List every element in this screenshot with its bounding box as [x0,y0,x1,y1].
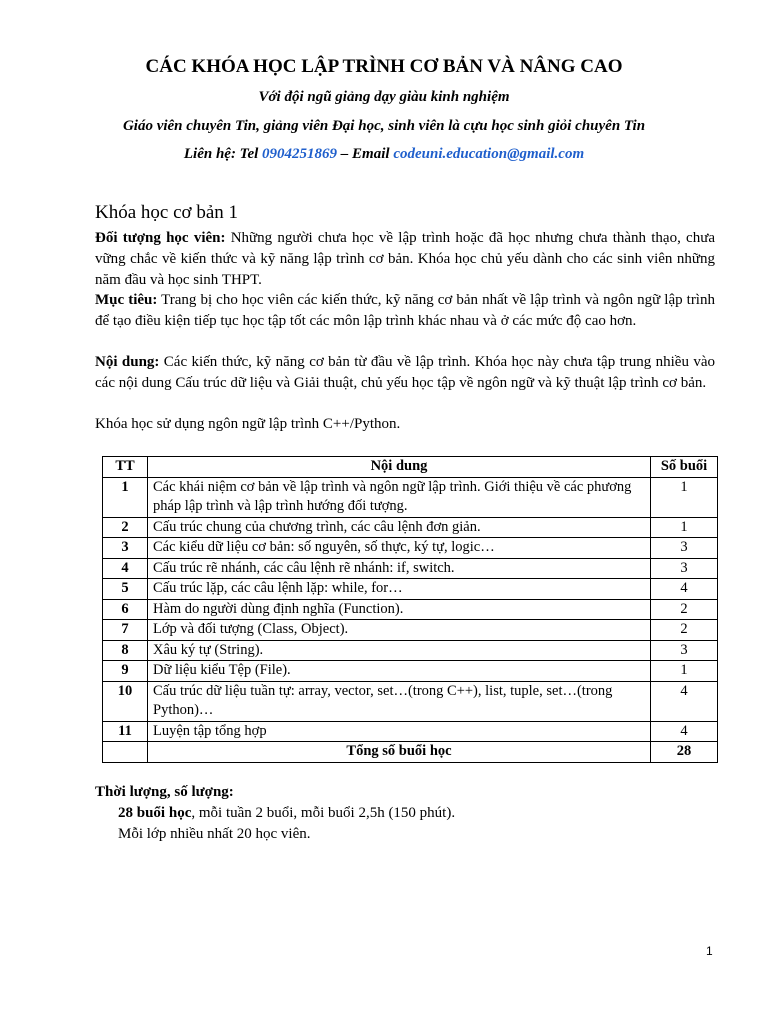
email-link[interactable]: codeuni.education@gmail.com [393,146,585,162]
table-row [103,599,718,620]
header-content: Nội dung [148,457,651,478]
row-sessions: 3 [651,538,718,559]
row-sessions: 2 [651,599,718,620]
table-row [103,538,718,559]
row-content: Cấu trúc dữ liệu tuần tự: array, vector, set…(trong C++), list, tuple, set…(trong Python)… [148,681,651,721]
header-tt: TT [103,457,148,478]
row-number: 7 [103,620,148,641]
row-content: Cấu trúc lặp, các câu lệnh lặp: while, for… [148,579,651,600]
row-sessions: 3 [651,640,718,661]
row-sessions: 4 [651,681,718,721]
row-content: Luyện tập tổng hợp [148,721,651,742]
row-content: Các kiểu dữ liệu cơ bản: số nguyên, số thực, ký tự, logic… [148,538,651,559]
language-line: Khóa học sử dụng ngôn ngữ lập trình C++/Python. [95,416,401,432]
contact-line [0,146,768,163]
table-row [103,558,718,579]
row-sessions: 4 [651,721,718,742]
page-title: CÁC KHÓA HỌC LẬP TRÌNH CƠ BẢN VÀ NÂNG CAO [145,56,623,77]
contact-mid: – Email [337,146,394,162]
table-row [103,477,718,517]
content-label: Nội dung: [95,354,160,370]
row-number: 2 [103,517,148,538]
subtitle-teachers: Với đội ngũ giảng dạy giàu kinh nghiệm [258,89,510,105]
duration-sessions-rest: , mỗi tuần 2 buổi, mỗi buổi 2,5h (150 phút). [191,805,456,821]
row-sessions: 1 [651,517,718,538]
row-number: 11 [103,721,148,742]
target-label: Đối tượng học viên: [95,230,226,246]
course-heading: Khóa học cơ bản 1 [95,202,239,223]
total-label: Tổng số buổi học [148,742,651,763]
row-number: 4 [103,558,148,579]
row-number: 3 [103,538,148,559]
duration-sessions-bold: 28 buổi học [118,805,192,821]
contact-prefix: Liên hệ: Tel [183,146,263,162]
duration-title: Thời lượng, số lượng: [95,784,234,800]
row-content: Lớp và đối tượng (Class, Object). [148,620,651,641]
row-sessions: 4 [651,579,718,600]
row-number: 5 [103,579,148,600]
goal-label: Mục tiêu: [95,292,158,308]
row-content: Các khái niệm cơ bản về lập trình và ngôn ngữ lập trình. Giới thiệu về các phương pháp lập trình và lập trình hướng đối tượng. [148,477,651,517]
subtitle-staff: Giáo viên chuyên Tin, giảng viên Đại học, sinh viên là cựu học sinh giỏi chuyên Tin [122,118,646,134]
curriculum-table [102,456,718,763]
total-empty-cell [103,742,148,763]
row-sessions: 1 [651,477,718,517]
target-text: Những người chưa học về lập trình hoặc đã học nhưng chưa thành thạo, chưa vững chắc về kiến thức và kỹ năng lập trình cơ bản. Khóa học chủ yếu dành cho các sinh viên những năm đầu và học sinh THPT. [95,230,715,288]
row-sessions: 2 [651,620,718,641]
row-content: Dữ liệu kiểu Tệp (File). [148,661,651,682]
table-row [103,517,718,538]
row-sessions: 3 [651,558,718,579]
table-total-row [103,742,718,763]
row-sessions: 1 [651,661,718,682]
table-row [103,620,718,641]
duration-line-capacity: Mỗi lớp nhiều nhất 20 học viên. [118,826,311,842]
table-row [103,579,718,600]
table-row [103,681,718,721]
row-content: Cấu trúc rẽ nhánh, các câu lệnh rẽ nhánh: if, switch. [148,558,651,579]
row-content: Cấu trúc chung của chương trình, các câu lệnh đơn giản. [148,517,651,538]
table-row [103,661,718,682]
row-content: Xâu ký tự (String). [148,640,651,661]
row-number: 8 [103,640,148,661]
page-number: 1 [706,944,713,958]
goal-text: Trang bị cho học viên các kiến thức, kỹ năng cơ bản nhất về lập trình và ngôn ngữ lập trình để tạo điều kiện tiếp tục học tập tốt các môn lập trình khác nhau và ở các mức độ cao hơn. [95,292,715,329]
row-content: Hàm do người dùng định nghĩa (Function). [148,599,651,620]
row-number: 6 [103,599,148,620]
phone-number[interactable]: 0904251869 [262,146,338,162]
duration-line-sessions [118,805,455,822]
row-number: 1 [103,477,148,517]
target-paragraph [95,228,715,290]
table-row [103,640,718,661]
total-value: 28 [651,742,718,763]
table-header-row [103,457,718,478]
header-sessions: Số buổi [651,457,718,478]
content-paragraph [95,352,715,394]
row-number: 10 [103,681,148,721]
goal-paragraph [95,290,715,332]
content-text: Các kiến thức, kỹ năng cơ bản từ đầu về lập trình. Khóa học này chưa tập trung nhiều vào các nội dung Cấu trúc dữ liệu và Giải thuật, chủ yếu học tập về ngôn ngữ và kỹ thuật lập trình cơ bản. [95,354,715,391]
table-row [103,721,718,742]
row-number: 9 [103,661,148,682]
